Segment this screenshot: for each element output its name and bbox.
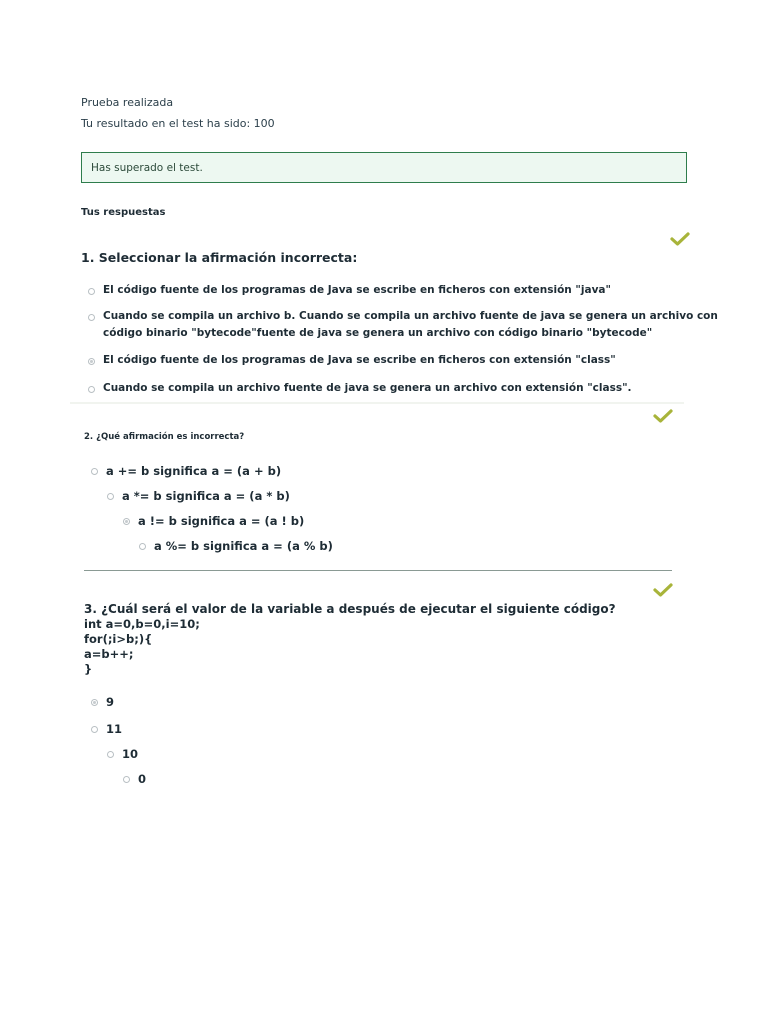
check-icon (653, 409, 673, 423)
code-line: } (84, 662, 93, 676)
question-3-option-1[interactable] (91, 695, 114, 709)
question-3-title: 3. ¿Cuál será el valor de la variable a después de ejecutar el siguiente código? (84, 602, 616, 616)
question-1-option-4[interactable] (88, 381, 632, 396)
option-label: 11 (106, 722, 123, 736)
success-message (81, 152, 687, 183)
radio-button[interactable] (88, 314, 95, 321)
divider (84, 570, 672, 571)
question-2-option-4[interactable] (139, 539, 333, 553)
radio-button-selected[interactable] (123, 518, 130, 525)
success-message-text: Has superado el test. (91, 162, 203, 174)
radio-button[interactable] (88, 386, 95, 393)
question-2-option-2[interactable] (107, 489, 290, 503)
option-label-line-1: Cuando se compila un archivo b. Cuando se compila un archivo fuente de java se genera un archivo con (103, 310, 718, 322)
question-1-option-1[interactable] (88, 283, 611, 298)
option-label: 9 (106, 695, 115, 709)
option-label: a += b significa a = (a + b) (106, 464, 282, 478)
question-2-option-3[interactable] (123, 514, 304, 528)
option-label: Cuando se compila un archivo fuente de java se genera un archivo con extensión "class". (103, 382, 632, 394)
radio-button[interactable] (107, 751, 114, 758)
test-status: Prueba realizada (81, 96, 174, 109)
radio-button[interactable] (123, 776, 130, 783)
question-1-option-3[interactable] (88, 353, 616, 368)
code-block (84, 617, 200, 677)
radio-button-selected[interactable] (88, 358, 95, 365)
code-line: a=b++; (84, 647, 134, 661)
radio-button-selected[interactable] (91, 699, 98, 706)
radio-button[interactable] (91, 468, 98, 475)
radio-button[interactable] (139, 543, 146, 550)
code-line: for(;i>b;){ (84, 632, 153, 646)
question-3-option-2[interactable] (91, 722, 122, 736)
radio-button[interactable] (88, 288, 95, 295)
option-label: a %= b significa a = (a % b) (154, 539, 333, 553)
radio-button[interactable] (91, 726, 98, 733)
question-2-option-1[interactable] (91, 464, 281, 478)
check-icon (653, 583, 673, 597)
option-label: El código fuente de los programas de Java se escribe en ficheros con extensión "class" (103, 354, 616, 366)
test-result: Tu resultado en el test ha sido: 100 (81, 117, 275, 130)
option-label: 10 (122, 747, 139, 761)
question-2-title: 2. ¿Qué afirmación es incorrecta? (84, 432, 245, 442)
panel-edge (70, 402, 684, 404)
answers-label: Tus respuestas (81, 207, 166, 218)
check-icon (670, 232, 690, 246)
option-label-line-2: código binario "bytecode"fuente de java se genera un archivo con código binario "bytecode" (103, 327, 653, 339)
option-label: a *= b significa a = (a * b) (122, 489, 290, 503)
option-label: a != b significa a = (a ! b) (138, 514, 305, 528)
question-1-title: 1. Seleccionar la afirmación incorrecta: (81, 250, 358, 265)
question-3-option-3[interactable] (107, 747, 138, 761)
question-1-option-2[interactable] (88, 309, 718, 341)
option-label: El código fuente de los programas de Java se escribe en ficheros con extensión "java" (103, 284, 611, 296)
radio-button[interactable] (107, 493, 114, 500)
option-label: 0 (138, 772, 147, 786)
code-line: int a=0,b=0,i=10; (84, 617, 200, 631)
question-3-option-4[interactable] (123, 772, 146, 786)
